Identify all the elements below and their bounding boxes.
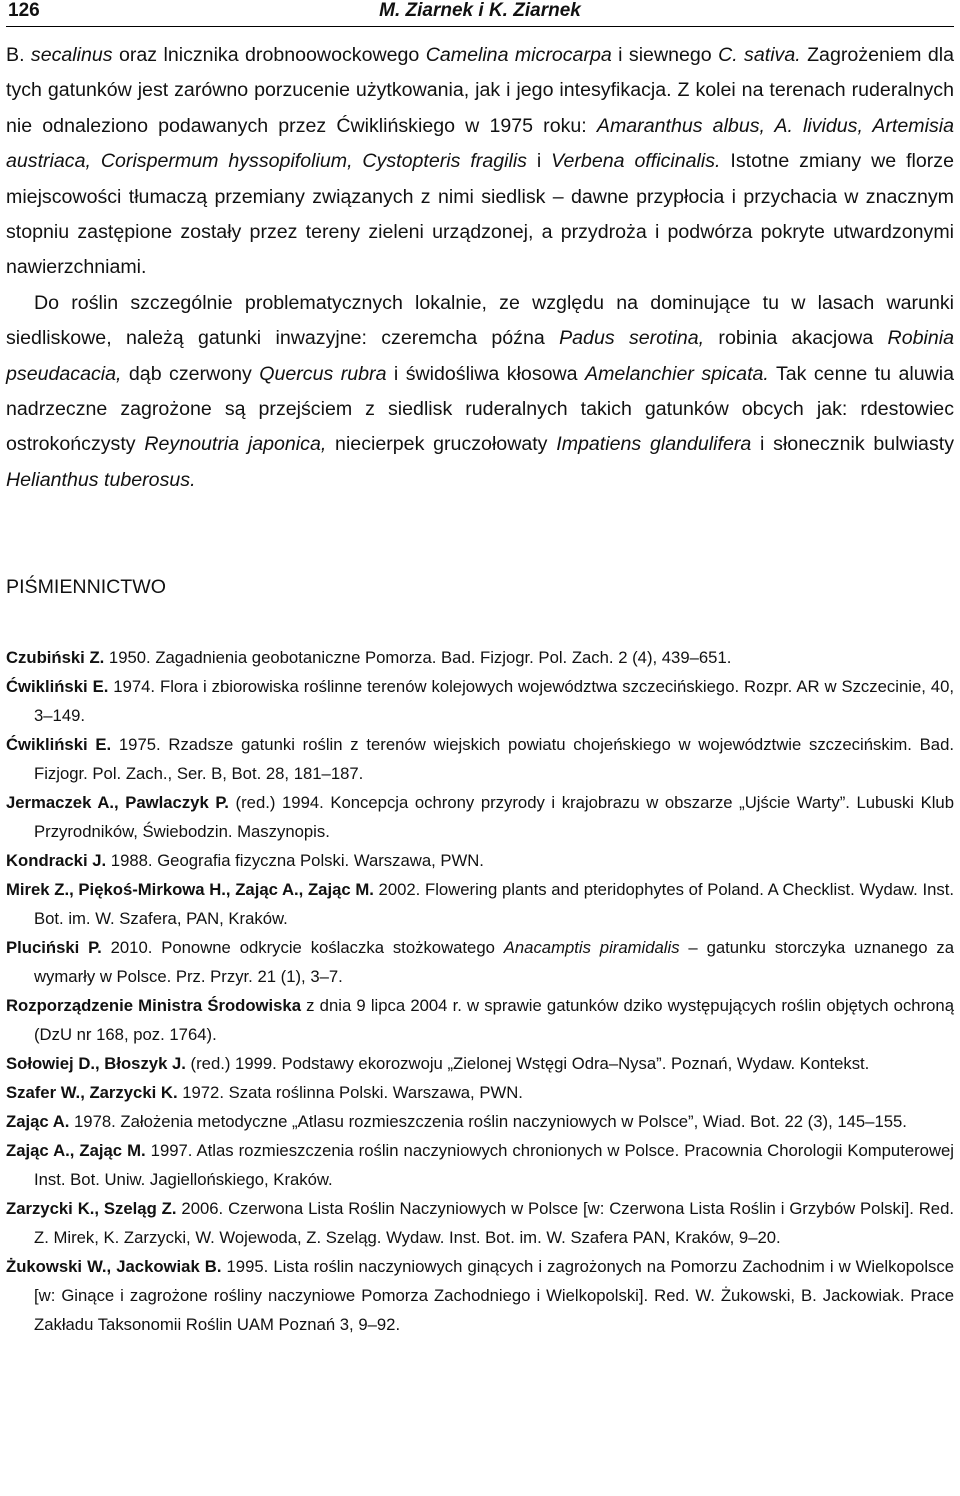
text-run: secalinus: [30, 44, 113, 66]
reference-item: [6, 1252, 954, 1339]
reference-item: [6, 730, 954, 788]
reference-item: [6, 643, 954, 672]
text-run: dąb czerwony: [121, 362, 260, 385]
paragraph-1: [6, 38, 954, 286]
reference-run: (red.) 1999. Podstawy ekorozwoju „Zielonej Wstęgi Odra–Nysa”. Poznań, Wydaw. Kontekst.: [185, 1054, 870, 1073]
reference-run: 2010. Ponowne odkrycie koślaczka stożkowatego: [101, 938, 504, 957]
text-run: robinia akacjowa: [704, 327, 888, 350]
reference-list: [6, 643, 954, 1339]
text-run: i: [526, 150, 552, 173]
text-run: Amaranthus albus, A. lividus, Artemisia austriaca, Corispermum hyssopifolium, Cystopteris fragilis: [6, 114, 954, 173]
reference-run: z dnia 9 lipca 2004 r. w sprawie gatunków dziko występujących roślin objętych ochroną (DzU nr 168, poz. 1764).: [34, 996, 954, 1044]
reference-item: [6, 1078, 954, 1107]
text-run: i słonecznik bulwiasty: [751, 433, 954, 456]
text-run: Padus serotina,: [559, 327, 705, 350]
reference-run: Kondracki J.: [6, 851, 107, 870]
reference-item: [6, 1194, 954, 1252]
text-run: Helianthus tuberosus.: [6, 468, 196, 491]
reference-run: Jermaczek A., Pawlaczyk P.: [6, 793, 229, 812]
reference-run: 1972. Szata roślinna Polski. Warszawa, PWN.: [177, 1083, 523, 1102]
reference-run: 2006. Czerwona Lista Roślin Naczyniowych w Polsce [w: Czerwona Lista Roślin i Grzybów Polski]. Red. Z. Mirek, K. Zarzycki, W. Wojewoda, Z. Szeląg. Wydaw. Inst. Bot. im. W. Szafera PAN, Kraków, 9–20.: [34, 1199, 954, 1247]
text-run: Do roślin szczególnie problematycznych lokalnie, ze względu na dominujące tu w lasach warunki siedliskowe, należą gatunki inwazyjne: czeremcha późna: [6, 291, 954, 350]
reference-run: Mirek Z., Piękoś-Mirkowa H., Zając A., Zając M.: [6, 880, 374, 899]
text-run: Tak cenne tu aluwia nadrzeczne zagrożone są przejściem z siedlisk ruderalnych takich gatunków obcych jak: rdestowiec ostrokończysty: [6, 362, 955, 456]
reference-run: Anacamptis piramidalis: [503, 938, 680, 957]
reference-item: [6, 788, 954, 846]
reference-run: Ćwikliński E.: [6, 735, 112, 754]
reference-run: Czubiński Z.: [6, 648, 105, 667]
text-run: B.: [6, 44, 31, 66]
reference-run: 2002. Flowering plants and pteridophytes of Poland. A Checklist. Wydaw. Inst. Bot. im. W. Szafera, PAN, Kraków.: [34, 880, 954, 928]
reference-run: Sołowiej D., Błoszyk J.: [6, 1054, 186, 1073]
text-run: Zagrożeniem dla tych gatunków jest zarówno porzucenie użytkowania, jak i jego intesyfikacja. Z kolei na terenach ruderalnych nie odnaleziono podawanych przez Ćwiklińskiego w 1975 roku:: [6, 44, 954, 137]
text-run: Amelanchier spicata.: [585, 362, 769, 385]
reference-item: [6, 1136, 954, 1194]
text-run: Istotne zmiany we florze miejscowości tłumaczą przemiany związanych z nimi siedlisk – dawne przypłocia i przychacia w znacznym stopniu zastępione zostały przez tereny zieleni urządzonej, a przydroża i podwórza pokryte utwardzonymi nawierzchniami.: [6, 150, 954, 279]
text-run: Impatiens glandulifera: [556, 433, 752, 456]
reference-run: 1988. Geografia fizyczna Polski. Warszawa, PWN.: [106, 851, 484, 870]
reference-item: [6, 933, 954, 991]
reference-item: [6, 846, 954, 875]
reference-run: 1950. Zagadnienia geobotaniczne Pomorza. Bad. Fizjogr. Pol. Zach. 2 (4), 439–651.: [104, 648, 732, 667]
text-run: oraz lnicznika drobnoowockowego: [112, 44, 426, 66]
reference-run: Zając A., Zając M.: [6, 1141, 146, 1160]
reference-run: Rozporządzenie Ministra Środowiska: [6, 996, 301, 1015]
reference-run: Szafer W., Zarzycki K.: [6, 1083, 178, 1102]
text-run: i siewnego: [611, 44, 719, 66]
reference-item: [6, 875, 954, 933]
body-text: [6, 38, 954, 498]
reference-run: 1974. Flora i zbiorowiska roślinne terenów kolejowych województwa szczecińskiego. Rozpr. AR w Szczecinie, 40, 3–149.: [34, 677, 955, 725]
reference-item: [6, 1107, 954, 1136]
page-number: 126: [8, 0, 40, 21]
reference-run: Ćwikliński E.: [6, 677, 109, 696]
reference-run: Zając A.: [6, 1112, 70, 1131]
reference-run: 1975. Rzadsze gatunki roślin z terenów wiejskich powiatu chojeńskiego w województwie szczecińskim. Bad. Fizjogr. Pol. Zach., Ser. B, Bot. 28, 181–187.: [34, 735, 954, 783]
page-header: [6, 0, 954, 27]
reference-run: Żukowski W., Jackowiak B.: [6, 1257, 222, 1276]
reference-item: [6, 1049, 954, 1078]
reference-run: 1995. Lista roślin naczyniowych ginących i zagrożonych na Pomorzu Zachodnim i w Wielkopolsce [w: Ginące i zagrożone rośliny naczyniowe Pomorza Zachodniego i Wielkopolski]. Red. W. Żukowski, B. Jackowiak. Prace Zakładu Taksonomii Roślin UAM Poznań 3, 9–92.: [34, 1257, 954, 1334]
reference-run: Zarzycki K., Szeląg Z.: [6, 1199, 177, 1218]
text-run: Verbena officinalis.: [551, 150, 721, 173]
reference-run: 1997. Atlas rozmieszczenia roślin naczyniowych chronionych w Polsce. Pracownia Chorologii Komputerowej Inst. Bot. Uniw. Jagiellońskiego, Kraków.: [34, 1141, 954, 1189]
running-head: M. Ziarnek i K. Ziarnek: [379, 0, 581, 21]
reference-run: 1978. Założenia metodyczne „Atlasu rozmieszczenia roślin naczyniowych w Polsce”, Wiad. Bot. 22 (3), 145–155.: [69, 1112, 907, 1131]
reference-run: (red.) 1994. Koncepcja ochrony przyrody i krajobrazu w obszarze „Ujście Warty”. Lubuski Klub Przyrodników, Świebodzin. Maszynopis.: [34, 793, 954, 841]
paragraph-2: [6, 286, 954, 498]
text-run: i świdośliwa kłosowa: [386, 362, 585, 385]
text-run: Quercus rubra: [259, 362, 387, 385]
reference-run: Pluciński P.: [6, 938, 102, 957]
text-run: Reynoutria japonica,: [144, 433, 327, 456]
section-title: PIŚMIENNICTWO: [6, 576, 167, 598]
reference-item: [6, 991, 954, 1049]
reference-item: [6, 672, 954, 730]
reference-run: – gatunku storczyka uznanego za wymarły w Polsce. Prz. Przyr. 21 (1), 3–7.: [34, 938, 954, 986]
text-run: niecierpek gruczołowaty: [326, 433, 557, 456]
text-run: Robinia pseudacacia,: [6, 327, 954, 385]
text-run: Camelina microcarpa: [425, 44, 612, 66]
text-run: C. sativa.: [718, 44, 801, 66]
